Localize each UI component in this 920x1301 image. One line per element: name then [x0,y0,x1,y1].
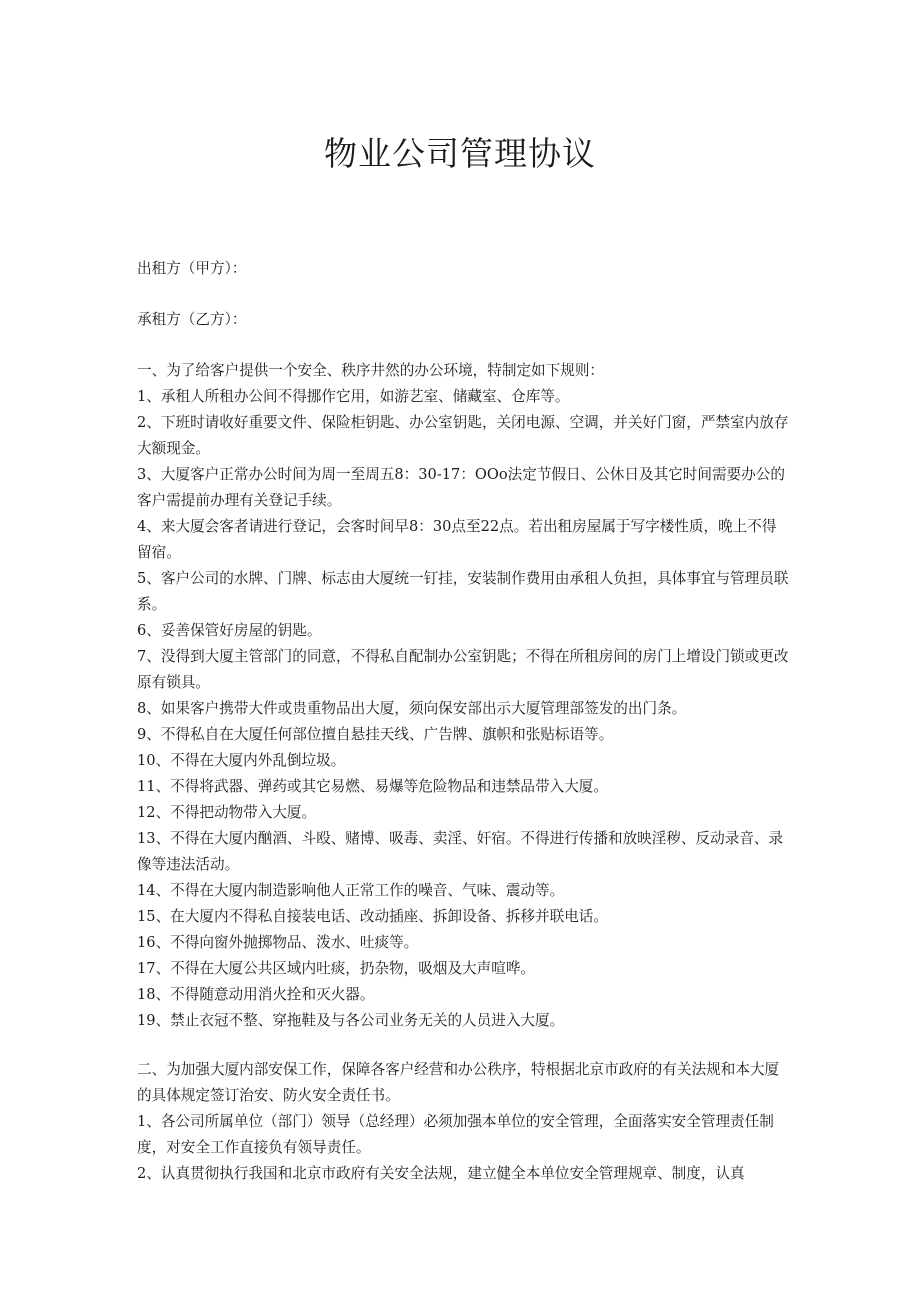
clause-item: 17、不得在大厦公共区域内吐痰，扔杂物，吸烟及大声喧哗。 [137,960,536,977]
document-title: 物业公司管理协议 [324,134,596,173]
document-body [137,256,789,1187]
clause-item: 4、来大厦会客者请进行登记，会客时间早8：30点至22点。若出租房屋属于写字楼性质，晚上不得留宿。 [137,518,777,561]
clause-item: 12、不得把动物带入大厦。 [137,804,317,821]
clause-item: 2、下班时请收好重要文件、保险柜钥匙、办公室钥匙，关闭电源、空调，并关好门窗，严禁室内放存大额现金。 [137,414,789,457]
clause-item: 15、在大厦内不得私自接装电话、改动插座、拆卸设备、拆移并联电话。 [137,908,608,925]
clause-item: 6、妥善保管好房屋的钥匙。 [137,622,322,639]
clause-item: 8、如果客户携带大件或贵重物品出大厦，须向保安部出示大厦管理部签发的出门条。 [137,700,687,717]
section2-list [137,1109,789,1187]
clause-item: 13、不得在大厦内酗酒、斗殴、赌博、吸毒、卖淫、奸宿。不得进行传播和放映淫秽、反动录音、录像等违法活动。 [137,830,784,873]
clause-item: 3、大厦客户正常办公时间为周一至周五8：30-17：OOo法定节假日、公休日及其它时间需要办公的客户需提前办理有关登记手续。 [137,466,785,509]
clause-item: 14、不得在大厦内制造影响他人正常工作的噪音、气味、震动等。 [137,882,565,899]
clause-item: 11、不得将武器、弹药或其它易燃、易爆等危险物品和违禁品带入大厦。 [137,778,608,795]
spacer [137,282,789,307]
spacer [137,333,789,358]
clause-item: 18、不得随意动用消火拴和灭火器。 [137,986,375,1003]
section1-heading: 一、为了给客户提供一个安全、秩序井然的办公环境，特制定如下规则： [137,362,605,379]
lessee-line: 承租方（乙方）： [137,311,247,328]
clause-item: 5、客户公司的水牌、门牌、标志由大厦统一钉挂，安装制作费用由承租人负担，具体事宜与管理员联系。 [137,570,789,613]
clause-item: 1、各公司所属单位（部门）领导（总经理）必须加强本单位的安全管理，全面落实安全管理责任制度，对安全工作直接负有领导责任。 [137,1113,774,1156]
clause-item: 7、没得到大厦主管部门的同意，不得私自配制办公室钥匙；不得在所租房间的房门上增设门锁或更改原有锁具。 [137,648,789,691]
section1-list [137,384,789,1034]
clause-item: 16、不得向窗外抛掷物品、泼水、吐痰等。 [137,934,419,951]
clause-item: 1、承租人所租办公间不得挪作它用，如游艺室、储藏室、仓库等。 [137,388,570,405]
section2-heading: 二、为加强大厦内部安保工作，保障各客户经营和办公秩序，特根据北京市政府的有关法规和本大厦的具体规定签订治安、防火安全责任书。 [137,1061,780,1104]
clause-item: 10、不得在大厦内外乱倒垃圾。 [137,752,346,769]
clause-item: 9、不得私自在大厦任何部位擅自悬挂天线、广告牌、旗帜和张贴标语等。 [137,726,614,743]
lessor-line: 出租方（甲方）： [137,260,247,277]
spacer [137,1034,789,1057]
clause-item: 19、禁止衣冠不整、穿拖鞋及与各公司业务无关的人员进入大厦。 [137,1012,565,1029]
clause-item: 2、认真贯彻执行我国和北京市政府有关安全法规，建立健全本单位安全管理规章、制度，认真 [137,1165,745,1182]
